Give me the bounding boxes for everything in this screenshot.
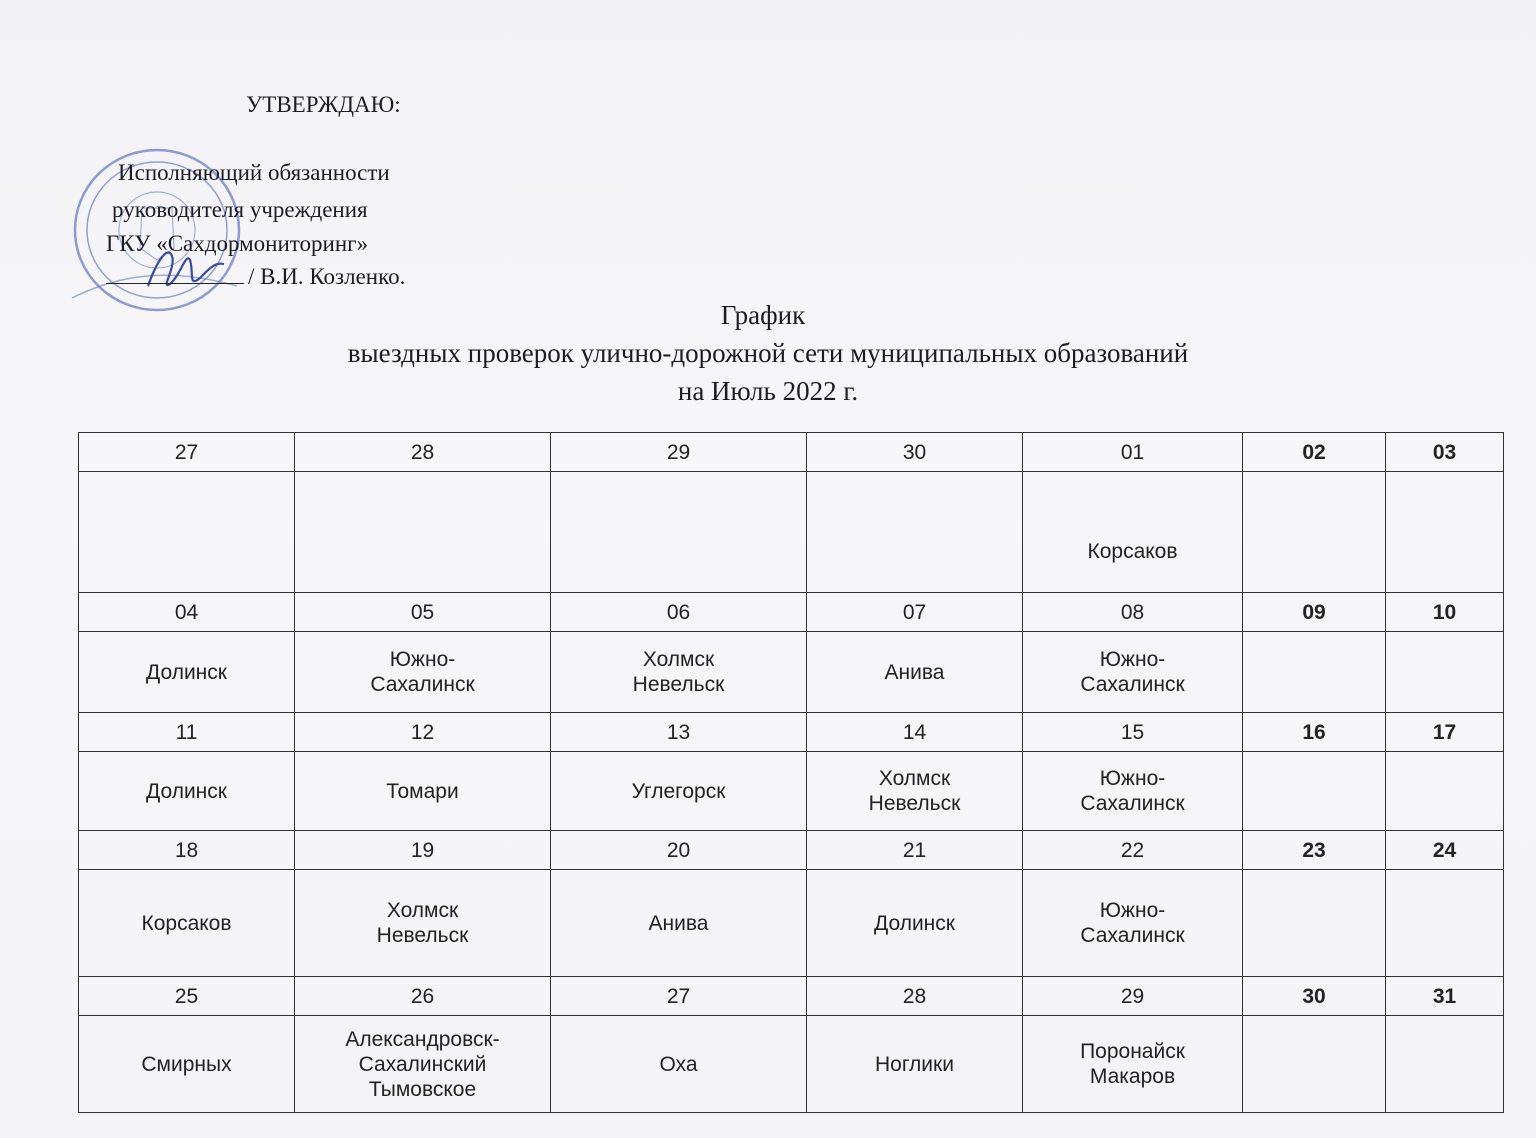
date-cell: 07 <box>807 593 1023 632</box>
place-cell <box>1386 752 1504 831</box>
place-cell <box>807 472 1023 593</box>
date-row <box>79 977 1504 1016</box>
weekend-date-cell: 16 <box>1243 713 1386 752</box>
weekend-date-cell: 30 <box>1243 977 1386 1016</box>
place-cell: Южно- Сахалинск <box>1023 752 1243 831</box>
place-cell <box>1243 752 1386 831</box>
date-cell: 08 <box>1023 593 1243 632</box>
place-cell <box>1386 472 1504 593</box>
date-row <box>79 593 1504 632</box>
date-cell: 05 <box>295 593 551 632</box>
approval-heading: УТВЕРЖДАЮ: <box>246 92 401 117</box>
place-cell: Южно- Сахалинск <box>1023 870 1243 977</box>
date-cell: 28 <box>807 977 1023 1016</box>
title-line-3: на Июль 2022 г. <box>677 376 859 406</box>
date-cell: 28 <box>295 433 551 472</box>
date-cell: 18 <box>79 831 295 870</box>
place-cell <box>1386 1016 1504 1113</box>
place-cell <box>1243 1016 1386 1113</box>
place-cell: Томари <box>295 752 551 831</box>
place-row <box>79 870 1504 977</box>
position-line-2: руководителя учреждения <box>112 197 368 222</box>
date-cell: 27 <box>79 433 295 472</box>
place-cell <box>1243 472 1386 593</box>
place-cell <box>295 472 551 593</box>
title-line-1: График <box>720 300 806 330</box>
weekend-date-cell: 10 <box>1386 593 1504 632</box>
place-cell: Холмск Невельск <box>295 870 551 977</box>
date-row <box>79 433 1504 472</box>
place-cell: Анива <box>807 632 1023 713</box>
date-cell: 06 <box>551 593 807 632</box>
schedule-body <box>79 433 1504 1113</box>
place-cell: Оха <box>551 1016 807 1113</box>
place-cell: Ноглики <box>807 1016 1023 1113</box>
date-cell: 25 <box>79 977 295 1016</box>
date-cell: 11 <box>79 713 295 752</box>
date-cell: 20 <box>551 831 807 870</box>
place-cell: Корсаков <box>79 870 295 977</box>
weekend-date-cell: 09 <box>1243 593 1386 632</box>
place-cell <box>79 472 295 593</box>
weekend-date-cell: 31 <box>1386 977 1504 1016</box>
place-row <box>79 752 1504 831</box>
place-cell: Южно- Сахалинск <box>295 632 551 713</box>
place-cell: Углегорск <box>551 752 807 831</box>
organization-name: ГКУ «Сахдормониторинг» <box>106 231 369 256</box>
weekend-date-cell: 17 <box>1386 713 1504 752</box>
date-cell: 21 <box>807 831 1023 870</box>
title-line-2: выездных проверок улично-дорожной сети муниципальных образований <box>347 338 1189 368</box>
place-cell <box>551 472 807 593</box>
date-cell: 12 <box>295 713 551 752</box>
place-cell: Южно- Сахалинск <box>1023 632 1243 713</box>
place-cell: Долинск <box>807 870 1023 977</box>
signatory-name: / В.И. Козленко. <box>248 264 406 289</box>
place-cell: Долинск <box>79 752 295 831</box>
date-row <box>79 831 1504 870</box>
weekend-date-cell: 24 <box>1386 831 1504 870</box>
document-title <box>0 296 1536 410</box>
place-cell: Поронайск Макаров <box>1023 1016 1243 1113</box>
weekend-date-cell: 03 <box>1386 433 1504 472</box>
place-cell <box>1243 632 1386 713</box>
place-cell <box>1243 870 1386 977</box>
place-row <box>79 632 1504 713</box>
date-cell: 27 <box>551 977 807 1016</box>
date-cell: 13 <box>551 713 807 752</box>
weekend-date-cell: 23 <box>1243 831 1386 870</box>
place-row <box>79 1016 1504 1113</box>
date-cell: 30 <box>807 433 1023 472</box>
date-cell: 04 <box>79 593 295 632</box>
place-cell: Анива <box>551 870 807 977</box>
signature-underline <box>106 283 244 284</box>
position-line-1: Исполняющий обязанности <box>118 160 390 185</box>
place-cell: Холмск Невельск <box>807 752 1023 831</box>
weekend-date-cell: 02 <box>1243 433 1386 472</box>
place-cell: Холмск Невельск <box>551 632 807 713</box>
date-cell: 29 <box>1023 977 1243 1016</box>
date-cell: 26 <box>295 977 551 1016</box>
date-cell: 14 <box>807 713 1023 752</box>
place-cell <box>1386 870 1504 977</box>
place-cell: Александровск- Сахалинский Тымовское <box>295 1016 551 1113</box>
date-cell: 19 <box>295 831 551 870</box>
signature-line <box>106 262 405 291</box>
place-row <box>79 472 1504 593</box>
date-cell: 29 <box>551 433 807 472</box>
place-cell: Смирных <box>79 1016 295 1113</box>
date-cell: 22 <box>1023 831 1243 870</box>
place-cell: Корсаков <box>1023 472 1243 593</box>
date-cell: 01 <box>1023 433 1243 472</box>
place-cell <box>1386 632 1504 713</box>
date-cell: 15 <box>1023 713 1243 752</box>
date-row <box>79 713 1504 752</box>
place-cell: Долинск <box>79 632 295 713</box>
schedule-table <box>78 432 1504 1113</box>
